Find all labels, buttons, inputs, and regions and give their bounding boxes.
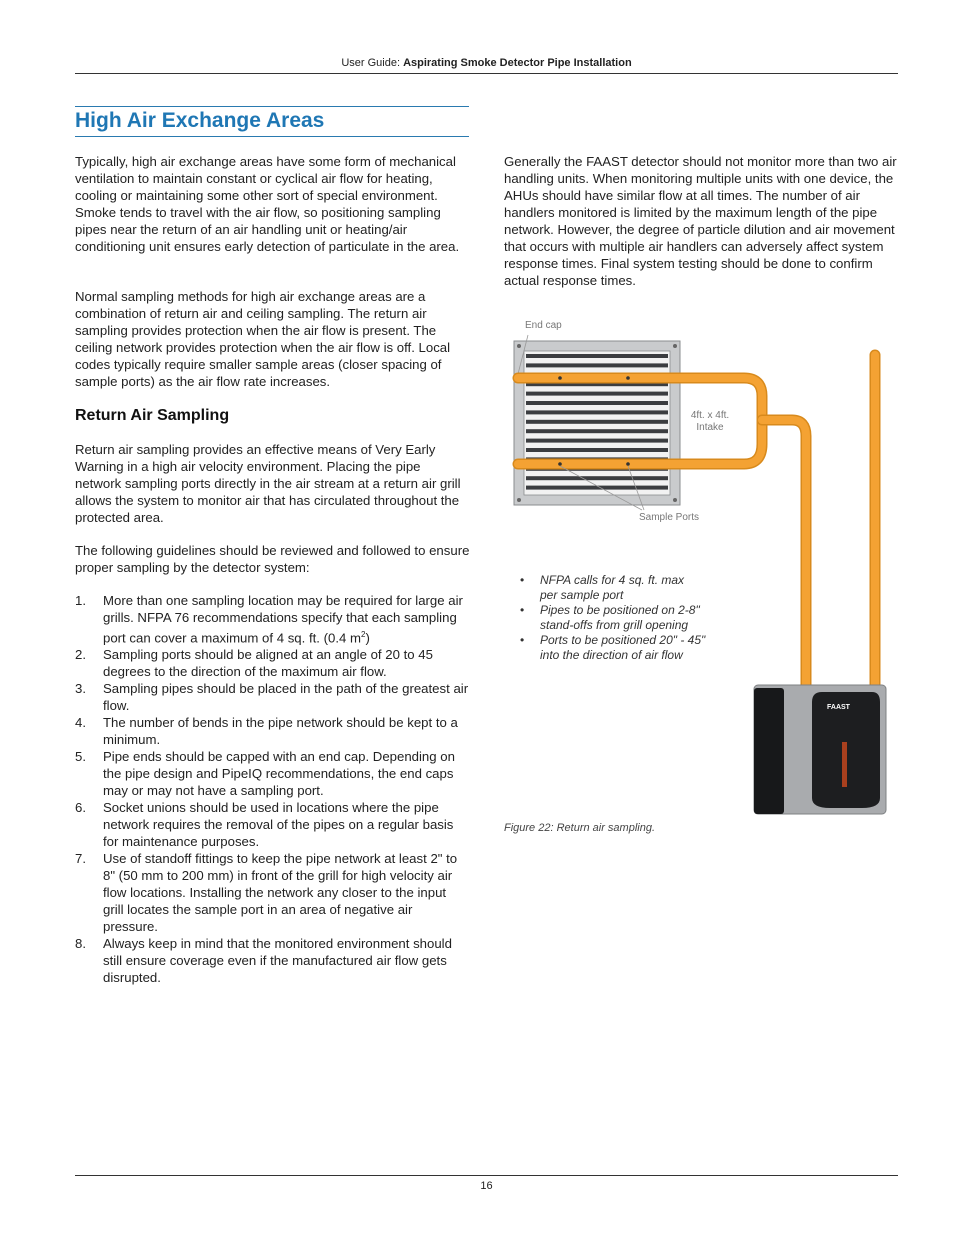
ahu-text: Generally the FAAST detector should not monitor more than two air handling units. When monitoring multiple units with one device, the AHUs should have similar flow at all times. The number of air handlers monitored is limited by the maximum length of the pipe network. However, the degree of particle dilution and air movement that occurs with multiple air handlers can adversely affect system response times. Final system testing should be done to confirm actual response times. bbox=[504, 154, 897, 288]
footer-rule bbox=[75, 1175, 898, 1176]
note-line: per sample port bbox=[540, 588, 624, 602]
return-air-text: Return air sampling provides an effective means of Very Early Warning in a high air velocity environment. Placing the pipe network sampling ports directly in the air stream at a return air grill allows the system to monitor air that has circulated throughout the protected area. bbox=[75, 442, 461, 525]
list-text: The number of bends in the pipe network should be kept to a minimum. bbox=[103, 715, 458, 748]
sample-ports-label: Sample Ports bbox=[639, 512, 700, 523]
note-line: Ports to be positioned 20" - 45" bbox=[540, 633, 706, 647]
page-number: 16 bbox=[480, 1180, 493, 1192]
note-line: NFPA calls for 4 sq. ft. max bbox=[540, 573, 685, 587]
screw-icon bbox=[673, 498, 677, 502]
grill-slat bbox=[526, 401, 668, 405]
list-item bbox=[75, 646, 470, 680]
list-number: 8. bbox=[75, 936, 86, 952]
intake-size: 4ft. x 4ft. bbox=[690, 410, 730, 421]
figure-notes bbox=[518, 573, 738, 663]
list-number: 4. bbox=[75, 715, 86, 731]
subsection-title: Return Air Sampling bbox=[75, 407, 230, 424]
list-text-end: ) bbox=[365, 630, 370, 646]
list-number: 1. bbox=[75, 593, 86, 608]
bullet: • bbox=[520, 603, 525, 617]
bullet: • bbox=[520, 633, 525, 647]
list-text: Sampling ports should be aligned at an angle of 20 to 45 degrees to the direction of the maximum air flow. bbox=[103, 647, 433, 680]
list-item bbox=[75, 748, 470, 799]
list-text: Always keep in mind that the monitored environment should still ensure coverage even if the manufactured air flow gets disrupted. bbox=[103, 936, 452, 986]
running-header bbox=[75, 57, 898, 69]
section-title: High Air Exchange Areas bbox=[75, 109, 325, 132]
bullet: • bbox=[520, 573, 525, 587]
header-rule bbox=[75, 73, 898, 74]
grill-slat bbox=[526, 410, 668, 414]
grill-slat bbox=[526, 392, 668, 396]
screw-icon bbox=[673, 344, 677, 348]
figure-caption: Figure 22: Return air sampling. bbox=[504, 822, 656, 834]
list-text: Sampling pipes should be placed in the path of the greatest air flow. bbox=[103, 681, 469, 714]
device-side-panel bbox=[754, 688, 784, 814]
note-line: stand-offs from grill opening bbox=[540, 618, 689, 632]
screw-icon bbox=[517, 498, 521, 502]
grill-slat bbox=[526, 429, 668, 433]
list-item bbox=[75, 714, 470, 748]
note-line: Pipes to be positioned on 2-8" bbox=[540, 603, 700, 617]
grill-slat bbox=[526, 439, 668, 443]
grill-slat bbox=[526, 420, 668, 424]
list-item bbox=[518, 573, 738, 603]
list-item bbox=[518, 603, 738, 633]
note-line: into the direction of air flow bbox=[540, 648, 683, 662]
list-text: Socket unions should be used in locations where the pipe network requires the removal of the pipes on a regular basis for maintenance purposes. bbox=[103, 800, 454, 850]
guidelines-list bbox=[75, 592, 470, 986]
intake-label bbox=[680, 410, 740, 434]
sample-port bbox=[626, 462, 630, 466]
ahu-paragraph bbox=[504, 153, 898, 289]
intake-text: Intake bbox=[696, 422, 724, 433]
grill-slat bbox=[526, 448, 668, 452]
end-cap-label: End cap bbox=[525, 320, 562, 331]
grill-slat bbox=[526, 363, 668, 367]
intro-text: Typically, high air exchange areas have some form of mechanical ventilation to maintain constant or cyclical air flow for heating, cooling or maintaining some other sort of special environment. Smoke tends to travel with the air flow, so positioning sampling pipes near the return of an air handling unit or heating/air conditioning unit ensures early detection of particulate in the area. bbox=[75, 154, 460, 254]
guidelines-intro bbox=[75, 542, 470, 576]
list-text: Pipe ends should be capped with an end cap. Depending on the pipe design and PipeIQ recommendations, the end caps may or may not have a sampling port. bbox=[103, 749, 455, 799]
return-air-figure bbox=[504, 310, 898, 840]
superscript: 2 bbox=[360, 630, 366, 639]
list-item bbox=[75, 799, 470, 850]
screw-icon bbox=[517, 344, 521, 348]
grill-slat bbox=[526, 354, 668, 358]
sample-port bbox=[626, 376, 630, 380]
list-item bbox=[518, 633, 738, 663]
list-number: 7. bbox=[75, 851, 86, 867]
list-number: 3. bbox=[75, 681, 86, 697]
list-number: 5. bbox=[75, 749, 86, 765]
methods-paragraph bbox=[75, 288, 470, 390]
intro-paragraph bbox=[75, 153, 470, 255]
grill-slat bbox=[526, 476, 668, 480]
sample-port bbox=[558, 462, 562, 466]
list-text: Use of standoff fittings to keep the pipe network at least 2" to 8" (50 mm to 200 mm) in front of the grill for high velocity air flow locations. Installing the network any closer to the input grill locates the sample port in an area of negative air pressure. bbox=[103, 851, 458, 935]
device-brand: FAAST bbox=[827, 704, 850, 711]
list-number: 2. bbox=[75, 647, 86, 663]
methods-text: Normal sampling methods for high air exchange areas are a combination of return air and ceiling sampling. The return air sampling provides protection when the air flow is present. The ceiling network provides protection when the air flow is off. Local codes typically require smaller sample areas (closer spacing of sample ports) as the air flow rate increases. bbox=[75, 289, 451, 389]
return-air-paragraph bbox=[75, 441, 470, 526]
header-title: Aspirating Smoke Detector Pipe Installation bbox=[403, 57, 632, 69]
device-led-bar bbox=[842, 742, 847, 787]
list-item bbox=[75, 935, 470, 986]
sample-port bbox=[558, 376, 562, 380]
guidelines-intro-text: The following guidelines should be reviewed and followed to ensure proper sampling by the detector system: bbox=[75, 543, 470, 575]
list-number: 6. bbox=[75, 800, 86, 816]
list-item bbox=[75, 680, 470, 714]
figure-illustration bbox=[504, 310, 898, 820]
list-text: More than one sampling location may be required for large air grills. NFPA 76 recommendations specify that each sampling port can cover a maximum of 4 sq. ft. (0.4 m bbox=[103, 593, 463, 646]
list-item bbox=[75, 850, 470, 935]
list-item bbox=[75, 592, 470, 646]
header-prefix: User Guide: bbox=[341, 57, 404, 69]
section-heading-box bbox=[75, 106, 469, 137]
